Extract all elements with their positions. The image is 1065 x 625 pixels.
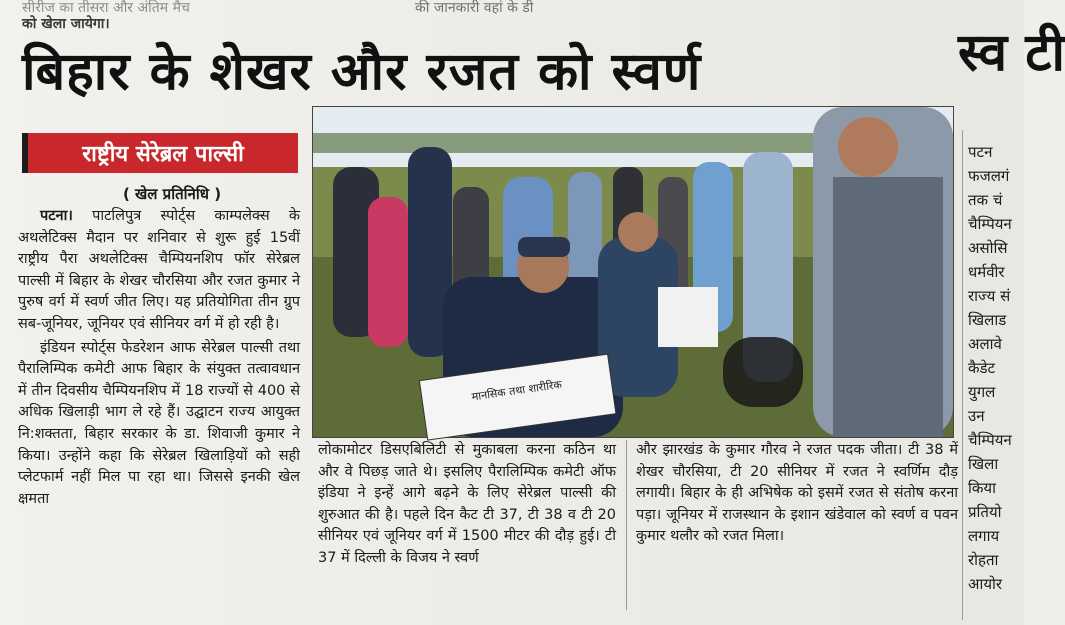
photo-illustration xyxy=(313,107,953,437)
paragraph-text: पाटलिपुत्र स्पोर्ट्स काम्पलेक्स के अथलेटिक्स मैदान पर शनिवार से शुरू हुई 15वीं राष्ट्रीय पैरा अथलेटिक्स चैम्पियनशिप फॉर सेरेब्रल पाल्सी में बिहार के शेखर चौरसिया और रजत कुमार ने पुरुष वर्ग में स्वर्ण जीत लिए। यह प्रतियोगिता तीन ग्रुप सब-जूनियर, जूनियर एवं सीनियर वर्ग में हो रही है। xyxy=(18,208,300,332)
byline: ( खेल प्रतिनिधि ) xyxy=(122,185,222,203)
top-left-line1: सीरीज का तीसरा और अंतिम मैच xyxy=(22,0,190,16)
paragraph: और झारखंड के कुमार गौरव ने रजत पदक जीता। टी 38 में शेखर चौरसिया, टी 20 सीनियर में रजत ने स्वर्णिम दौड़ लगायी। बिहार के ही अभिषेक को इसमें रजत से संतोष करना पड़ा। जूनियर में राजस्थान के इशान खंडेवाल को स्वर्ण व पवन कुमार थलौर को रजत मिला। xyxy=(636,442,958,545)
text-line: खिला xyxy=(968,455,999,473)
text-line: लगाय xyxy=(968,527,1000,545)
text-line: युगल xyxy=(968,383,996,401)
text-line: किया xyxy=(968,479,996,497)
article-column-3 xyxy=(636,440,958,550)
column-divider xyxy=(962,130,963,620)
text-line: चैम्पियन xyxy=(968,215,1012,233)
text-line: उन xyxy=(968,407,985,425)
text-line: धर्मवीर xyxy=(968,263,1005,281)
top-strip xyxy=(0,0,960,36)
text-line: खिलाड xyxy=(968,311,1007,329)
paragraph: इंडियन स्पोर्ट्स फेडरेशन आफ सेरेब्रल पाल्सी तथा पैरालिम्पिक कमेटी आफ बिहार के संयुक्त तत्वावधान में तीन दिवसीय चैम्पियनशिप में 18 राज्यों से 400 से अधिक खिलाड़ी भाग ले रहे हैं। उद्घाटन राज्य आयुक्त नि:शक्तता, बिहार सरकार के डा. शिवाजी कुमार ने किया। उन्होंने कहा कि सेरेब्रल खिलाड़ियों को सही प्लेटफार्म नहीं मिल पा रहा था। जिससे इनकी खेल क्षमता xyxy=(18,339,300,507)
dateline: पटना। xyxy=(40,208,73,224)
article-column-2 xyxy=(318,440,616,572)
text-line: पटन xyxy=(968,143,993,161)
top-left-line2: को खेला जायेगा। xyxy=(22,16,110,32)
news-photo xyxy=(312,106,954,438)
text-line: रोहता xyxy=(968,551,999,569)
text-line: प्रतियो xyxy=(968,503,1002,521)
text-line: राज्य सं xyxy=(968,287,1011,305)
article-column-1 xyxy=(18,206,300,512)
adjacent-article-column xyxy=(968,140,1024,596)
section-tag: राष्ट्रीय सेरेब्रल पाल्सी xyxy=(22,133,298,173)
text-line: कैडेट xyxy=(968,359,996,377)
sign-text: मानसिक तथा शारीरिक xyxy=(470,377,563,404)
text-line: अलावे xyxy=(968,335,1002,353)
headline: बिहार के शेखर और रजत को स्वर्ण xyxy=(22,42,702,102)
column-divider xyxy=(626,440,627,610)
text-line: आयोर xyxy=(968,575,1003,593)
paragraph: लोकामोटर डिसएबिलिटी से मुकाबला करना कठिन था और वे पिछड़ जाते थे। इसलिए पैरालिम्पिक कमेटी ऑफ इंडिया ने इन्हें आगे बढ़ने के लिए सेरेब्रल पाल्सी की शुरुआत की है। पहले दिन कैट टी 37, टी 38 व टी 20 सीनियर एवं जूनियर वर्ग में 1500 मीटर की दौड़ हुई। टी 37 में दिल्ली के विजय ने स्वर्ण xyxy=(318,442,616,566)
text-line: चैम्पियन xyxy=(968,431,1012,449)
paragraph xyxy=(18,206,300,336)
top-mid-line: की जानकारी वहां के डी xyxy=(415,0,534,16)
text-line: फजलगं xyxy=(968,167,1010,185)
text-line: तक चं xyxy=(968,191,1003,209)
adjacent-headline: स्व टी xyxy=(958,23,1065,83)
text-line: असोसि xyxy=(968,239,1008,257)
